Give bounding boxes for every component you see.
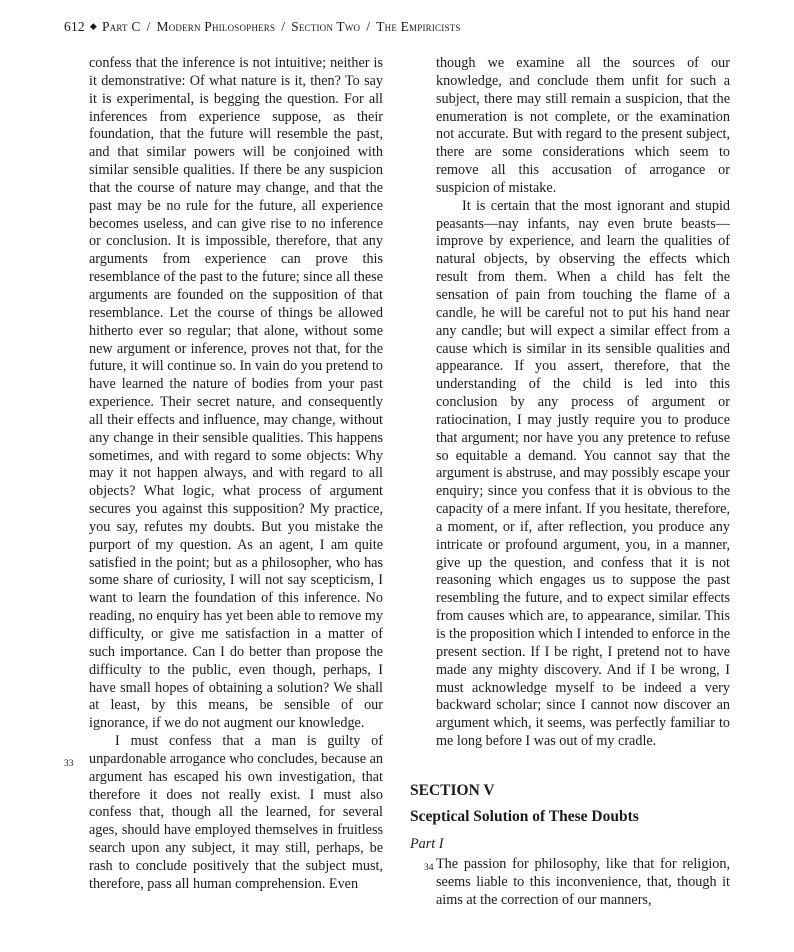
paragraph: confess that the inference is not intuitive; neither is it demonstrative: Of what nature is it, then? To say it is experimental, is begging the question. For all inferences from experience suppose, as their foundation, that the future will resemble the past, and that similar powers will be conjoined with similar sensible qualities. If there be any suspicion that the course of nature may change, and that the past may be no rule for the future, all experience becomes useless, and can give rise to no inference or conclusion. It is impossible, therefore, that any arguments from experience can prove this resemblance of the past to the future; since all these arguments are founded on the supposition of that resemblance. Let the course of things be allowed hitherto ever so regular; that alone, without some new argument or inference, proves not that, for the future, it will continue so. In vain do you pretend to have learned the nature of bodies from your past experience. Their secret nature, and consequently all their effects and influence, may change, without any change in their sensible qualities. This happens sometimes, and with regard to some objects: Why may it not happen always, and with regard to all objects? What logic, what process of argument secures you against this supposition? My practice, you say, refutes my doubts. But you mistake the purport of my question. As an agent, I am quite satisfied in the point; but as a philosopher, who has some share of curiosity, I will not say scepticism, I want to learn the foundation of this inference. No reading, no enquiry has yet been able to remove my difficulty, or give me satisfaction in a matter of such importance. Can I do better than propose the difficulty to the public, even though, perhaps, I have small hopes of obtaining a solution? We shall at least, by this means, be sensible of our ignorance, if we do not augment our knowledge. [89,55,383,732]
header-separator: / [281,19,286,34]
part-title: Modern Philosophers [156,19,276,34]
paragraph-33: I must confess that a man is guilty of unpardonable arrogance who concludes, because an argument has escaped his own investigation, that therefore it does not really exist. I must also confess that, though all the learned, for several ages, should have employed themselves in fruitless search upon any subject, it may still, perhaps, be rash to conclude positively that the subject must, therefore, pass all human comprehension. Even [89,733,383,892]
section-subtitle: Sceptical Solution of These Doubts [410,808,639,825]
left-column [89,55,383,894]
paragraph-34: The passion for philosophy, like that for religion, seems liable to this inconvenience, that, though it aims at the correction of our manners, [436,856,730,908]
section-label: Section Two [291,19,361,34]
right-column-continued [436,856,730,910]
page-number: 612 [64,19,85,34]
section-heading: SECTION V [410,782,495,799]
part-label: Part C [101,19,141,34]
paragraph-number: 34 [424,863,434,873]
right-column [436,55,730,751]
running-head [64,19,461,35]
header-separator: / [146,19,151,34]
paragraph: It is certain that the most ignorant and stupid peasants—nay infants, nay even brute beasts—improve by experience, and learn the qualities of natural objects, by observing the effects which result from them. When a child has felt the sensation of pain from touching the flame of a candle, he will be careful not to put his hand near any candle; but will expect a similar effect from a cause which is similar in its sensible qualities and appearance. If you assert, therefore, that the understanding of the child is led into this conclusion by any process of argument or ratiocination, I may justly require you to produce that argument; nor have you any pretence to refuse so equitable a demand. You cannot say that the argument is abstruse, and may possibly escape your enquiry; since you confess that it is obvious to the capacity of a mere infant. If you hesitate, therefore, a moment, or if, after reflection, you produce any intricate or profound argument, you, in a manner, give up the question, and confess that it is not reasoning which engages us to suppose the past resembling the future, and to expect similar effects from causes which are, to appearance, similar. This is the proposition which I intended to enforce in the present section. If I be right, I pretend not to have made any mighty discovery. And if I be wrong, I must acknowledge myself to be indeed a very backward scholar; since I cannot now discover an argument which, it seems, was perfectly familiar to me long before I was out of my cradle. [436,197,730,750]
section-title: The Empiricists [376,19,461,34]
part-heading: Part I [410,836,444,852]
header-separator: / [366,19,371,34]
diamond-icon: ◆ [89,21,97,31]
paragraph-number: 33 [64,759,74,769]
paragraph: though we examine all the sources of our knowledge, and conclude them unfit for such a subject, there may still remain a suspicion, that the enumeration is not complete, or the examination not accurate. But with regard to the present subject, there are some considerations which seem to remove all this accusation of arrogance or suspicion of mistake. [436,55,730,196]
